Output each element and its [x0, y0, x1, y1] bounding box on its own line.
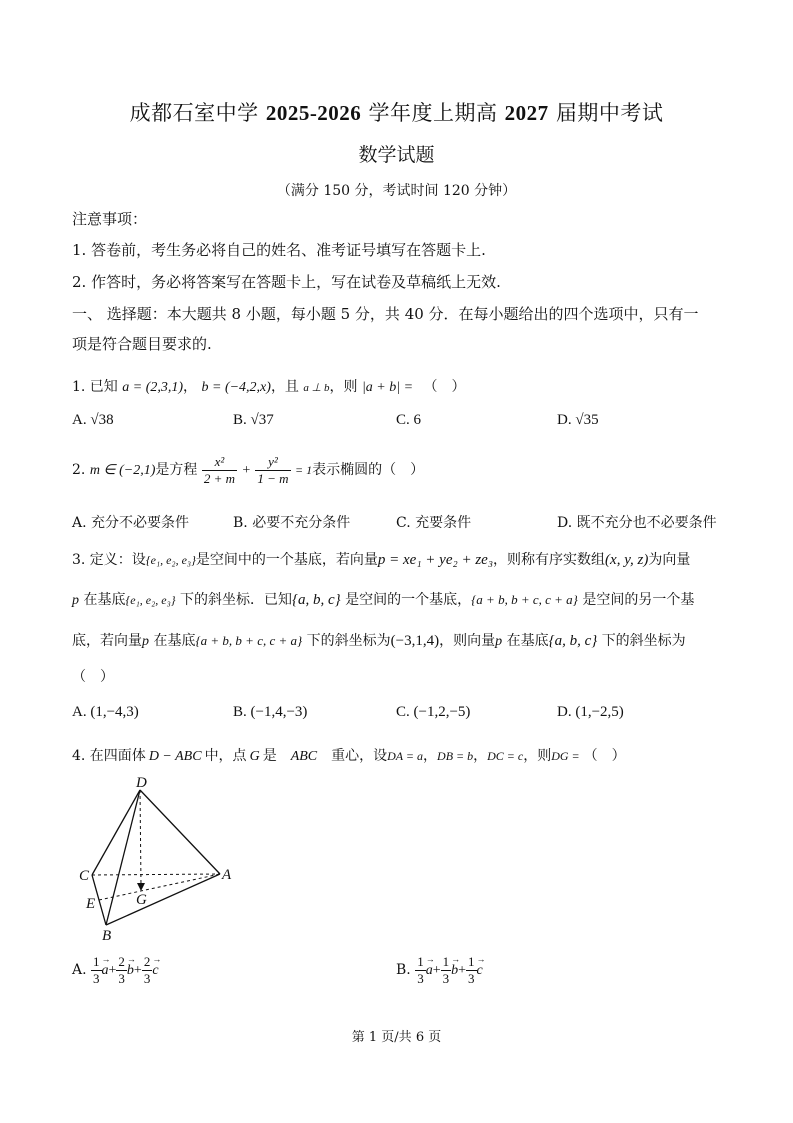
q3-basis-e: {e₁, e₂, e₃} — [125, 593, 176, 607]
option-label: A. — [72, 962, 87, 979]
q3-p: p — [72, 593, 79, 608]
question-4 — [72, 745, 626, 765]
q4-vector-dc: DC = c — [487, 749, 524, 763]
q1-vector-b: b = (−4,2,x) — [201, 380, 271, 395]
q4-blank: （ ） — [583, 748, 626, 764]
q3-option-d: D. (1,−2,5) — [557, 704, 624, 720]
median-ea — [99, 874, 220, 900]
q4-sep: ， — [423, 748, 438, 764]
frac: $\frac{2}{3}$ — [118, 954, 125, 986]
section-1-instructions-cont: 项是符合题目要求的. — [72, 335, 212, 353]
notice-heading: 注意事项： — [72, 210, 148, 228]
vec-b: → b — [127, 963, 134, 979]
q1-perp: a ⊥ b — [303, 382, 330, 394]
q3-text: 在基底 — [506, 633, 549, 649]
label-g: G — [136, 892, 147, 908]
edge-dc — [92, 790, 140, 875]
q2-option-a: A. 充分不必要条件 — [72, 515, 190, 531]
q1-option-c: C. 6 — [396, 412, 422, 428]
q4-triangle: ABC — [290, 749, 318, 764]
q2-text: 是方程 — [155, 462, 198, 479]
exam-title — [0, 97, 793, 127]
q4-text: 中，点 — [204, 748, 247, 764]
frac: $\frac{1}{3}$ — [442, 954, 450, 986]
q4-option-b — [396, 954, 483, 986]
label-e: E — [86, 896, 96, 912]
q4-sep: ， — [473, 748, 488, 764]
q3-text: 在基底 — [83, 592, 126, 608]
q4-vector-dg: DG = — [551, 749, 580, 763]
q3-basis-abc: {a, b, c} — [548, 633, 598, 649]
question-2 — [72, 454, 424, 486]
frac: $\frac{1}{3}$ — [93, 954, 100, 986]
q3-blank: （ ） — [72, 669, 114, 685]
q1-option-a: A. √38 — [72, 412, 114, 428]
question-3-line-1 — [72, 549, 690, 569]
q4-option-a — [72, 954, 159, 986]
q3-text: 是空间的一个基底， — [345, 592, 472, 608]
q3-basis-abc: {a, b, c} — [292, 592, 341, 608]
q1-option-b: B. √37 — [233, 412, 274, 428]
q3-basis-sum: {a + b, b + c, c + a} — [471, 592, 578, 607]
vec-a: → a — [102, 963, 109, 979]
section-1-instructions: 一、 选择题：本大题共 8 小题，每小题 5 分，共 40 分．在每小题给出的四个选项中，只有一 — [72, 305, 699, 323]
q3-text: ，则称有序实数组 — [493, 552, 606, 568]
option-label: B. — [396, 962, 411, 979]
label-c: C — [79, 868, 90, 884]
edge-db — [106, 790, 140, 925]
plus: + — [108, 963, 117, 979]
q4-text: ，则 — [523, 748, 552, 764]
question-3-line-3 — [72, 630, 686, 650]
question-3-line-2 — [72, 589, 694, 609]
q4-text: 是 — [262, 748, 277, 764]
q3-text: 底，若向量 — [72, 633, 142, 649]
q3-coord: (−3,1,4) — [390, 633, 440, 649]
tetrahedron-diagram — [72, 770, 252, 945]
q3-text: 在基底 — [153, 633, 196, 649]
label-a: A — [222, 867, 232, 883]
q3-text: 下的斜坐标为 — [306, 633, 391, 649]
q4-tetrahedron: D − ABC — [148, 749, 202, 764]
notice-item-1: 1. 答卷前，考生务必将自己的姓名、准考证号填写在答题卡上. — [72, 241, 486, 259]
q2-option-b: B. 必要不充分条件 — [233, 515, 351, 531]
title-grade: 2027 — [504, 101, 549, 125]
q1-option-d: D. √35 — [557, 412, 599, 428]
frac: $\frac{1}{3}$ — [468, 954, 475, 986]
exam-subject: 数学试题 — [358, 144, 435, 166]
q3-option-b: B. (−1,4,−3) — [233, 704, 308, 720]
q1-text: ，则 — [329, 379, 358, 395]
plus: + — [133, 963, 142, 979]
vec-c: → c — [152, 963, 158, 979]
vec-a: → a — [426, 963, 433, 979]
q3-text: 下的斜坐标．已知 — [180, 592, 292, 608]
label-d: D — [136, 775, 147, 791]
q3-basis-sum: {a + b, b + c, c + a} — [195, 633, 303, 648]
q1-vector-a: a = (2,3,1) — [122, 380, 184, 395]
q4-vector-da: DA = a — [387, 749, 424, 763]
q1-text: ，且 — [270, 379, 299, 395]
q1-blank: （ ） — [423, 379, 466, 395]
exam-note: （满分 150 分，考试时间 120 分钟） — [276, 183, 517, 199]
q3-text: 是空间的另一个基 — [582, 592, 695, 608]
q2-prefix: 2. — [72, 462, 86, 479]
q2-option-d: D. 既不充分也不必要条件 — [557, 515, 717, 531]
edge-ca-hidden — [92, 874, 220, 875]
q3-text: 3. 定义：设 — [72, 552, 146, 568]
q3-p: p — [142, 634, 149, 649]
q3-text: 为向量 — [648, 552, 691, 568]
q2-fraction-y: $\frac{\text{y²}}{1 - m}$ — [257, 454, 289, 486]
q1-abs-sum: |a + b| = — [361, 380, 414, 395]
plus: + — [458, 963, 467, 979]
q3-vector-p: p = xe₁ + ye₂ + ze₃ — [377, 552, 494, 568]
page-number: 第 1 页/共 6 页 — [351, 1030, 442, 1045]
title-part: 学年度上期高 — [361, 101, 505, 125]
vec-b: → b — [451, 963, 458, 979]
label-b: B — [102, 928, 112, 944]
q3-xyz: (x, y, z) — [605, 552, 649, 568]
vec-c: → c — [477, 963, 483, 979]
q4-text: 4. 在四面体 — [72, 748, 146, 764]
frac: $\frac{2}{3}$ — [143, 954, 151, 986]
notice-item-2: 2. 作答时，务必将答案写在答题卡上，写在试卷及草稿纸上无效. — [72, 273, 501, 291]
vector-dg — [140, 790, 141, 886]
q2-plus: + — [241, 463, 251, 479]
q3-basis-e: {e₁, e₂, e₃} — [145, 553, 196, 567]
frac: $\frac{1}{3}$ — [417, 954, 424, 986]
q1-prefix: 1. 已知 — [72, 379, 118, 395]
plus: + — [432, 963, 441, 979]
q3-text: 是空间中的一个基底，若向量 — [195, 552, 378, 568]
edge-da — [140, 790, 220, 874]
q3-text: ，则向量 — [439, 633, 496, 649]
question-1 — [72, 376, 465, 396]
q2-suffix: 表示椭圆的（ ） — [312, 462, 425, 479]
q4-text: 重心，设 — [331, 748, 388, 764]
title-part: 成都石室中学 — [129, 101, 266, 125]
q2-equals: = 1 — [295, 463, 313, 478]
q3-p: p — [495, 634, 503, 649]
q2-condition: m ∈ (−2,1) — [89, 463, 156, 479]
edge-ba — [106, 874, 220, 925]
q3-text: 下的斜坐标为 — [601, 633, 686, 649]
title-part: 届期中考试 — [548, 101, 664, 125]
arrow-head-icon — [137, 883, 145, 891]
q4-point-g: G — [249, 749, 260, 764]
q2-fraction-x: $\frac{\text{x²}}{2 + m}$ — [203, 454, 236, 486]
q3-option-a: A. (1,−4,3) — [72, 704, 139, 720]
q2-option-c: C. 充要条件 — [396, 515, 472, 531]
q4-vector-db: DB = b — [437, 749, 474, 763]
title-year: 2025-2026 — [265, 101, 362, 125]
q3-option-c: C. (−1,2,−5) — [396, 704, 471, 720]
q1-sep: ， — [183, 379, 198, 395]
